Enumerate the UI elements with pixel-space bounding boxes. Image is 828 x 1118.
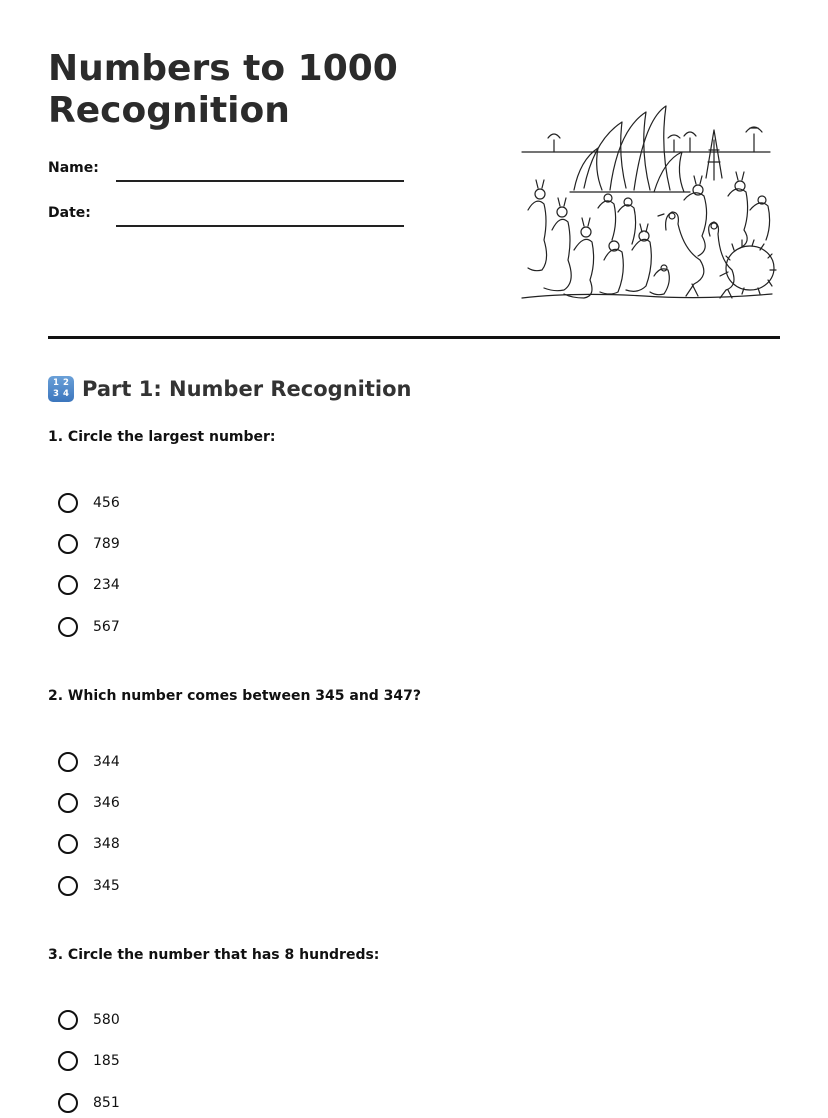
question-1-option[interactable]	[58, 572, 120, 598]
option-label: 789	[93, 536, 120, 552]
option-label: 580	[93, 1012, 120, 1028]
date-field-line[interactable]	[116, 225, 404, 227]
australian-animals-opera-house-icon	[514, 100, 778, 304]
question-2-option[interactable]	[58, 831, 120, 857]
question-3-option[interactable]	[58, 1090, 120, 1116]
section-divider	[48, 336, 780, 339]
question-3: 3. Circle the number that has 8 hundreds:	[48, 947, 380, 963]
name-field-line[interactable]	[116, 180, 404, 182]
title-line-2: Recognition	[48, 90, 290, 131]
part-1-heading	[48, 374, 411, 404]
radio-circle-icon[interactable]	[58, 1010, 78, 1030]
icon-digit: 4	[63, 389, 69, 399]
radio-circle-icon[interactable]	[58, 575, 78, 595]
radio-circle-icon[interactable]	[58, 834, 78, 854]
question-1-option[interactable]	[58, 531, 120, 557]
date-label: Date:	[48, 205, 91, 221]
option-label: 234	[93, 577, 120, 593]
radio-circle-icon[interactable]	[58, 493, 78, 513]
question-2-option[interactable]	[58, 749, 120, 775]
question-3-option[interactable]	[58, 1048, 120, 1074]
part-1-title: Part 1: Number Recognition	[82, 377, 412, 401]
option-label: 567	[93, 619, 120, 635]
option-label: 345	[93, 878, 120, 894]
title-line-1: Numbers to 1000	[48, 48, 398, 89]
option-label: 346	[93, 795, 120, 811]
option-label: 185	[93, 1053, 120, 1069]
radio-circle-icon[interactable]	[58, 752, 78, 772]
question-3-option[interactable]	[58, 1007, 120, 1033]
icon-digit: 1	[53, 378, 59, 388]
question-1-option[interactable]	[58, 490, 120, 516]
icon-digit: 3	[53, 389, 59, 399]
question-2-option[interactable]	[58, 873, 120, 899]
option-label: 456	[93, 495, 120, 511]
question-1-option[interactable]	[58, 614, 120, 640]
option-label: 851	[93, 1095, 120, 1111]
worksheet-page	[48, 0, 780, 1118]
page-title	[48, 48, 448, 132]
question-2: 2. Which number comes between 345 and 347?	[48, 688, 422, 704]
question-2-option[interactable]	[58, 790, 120, 816]
radio-circle-icon[interactable]	[58, 617, 78, 637]
radio-circle-icon[interactable]	[58, 1093, 78, 1113]
radio-circle-icon[interactable]	[58, 1051, 78, 1071]
option-label: 344	[93, 754, 120, 770]
input-numbers-icon	[48, 376, 74, 402]
option-label: 348	[93, 836, 120, 852]
name-label: Name:	[48, 160, 99, 176]
question-1: 1. Circle the largest number:	[48, 429, 276, 445]
radio-circle-icon[interactable]	[58, 534, 78, 554]
icon-digit: 2	[63, 378, 69, 388]
radio-circle-icon[interactable]	[58, 876, 78, 896]
radio-circle-icon[interactable]	[58, 793, 78, 813]
